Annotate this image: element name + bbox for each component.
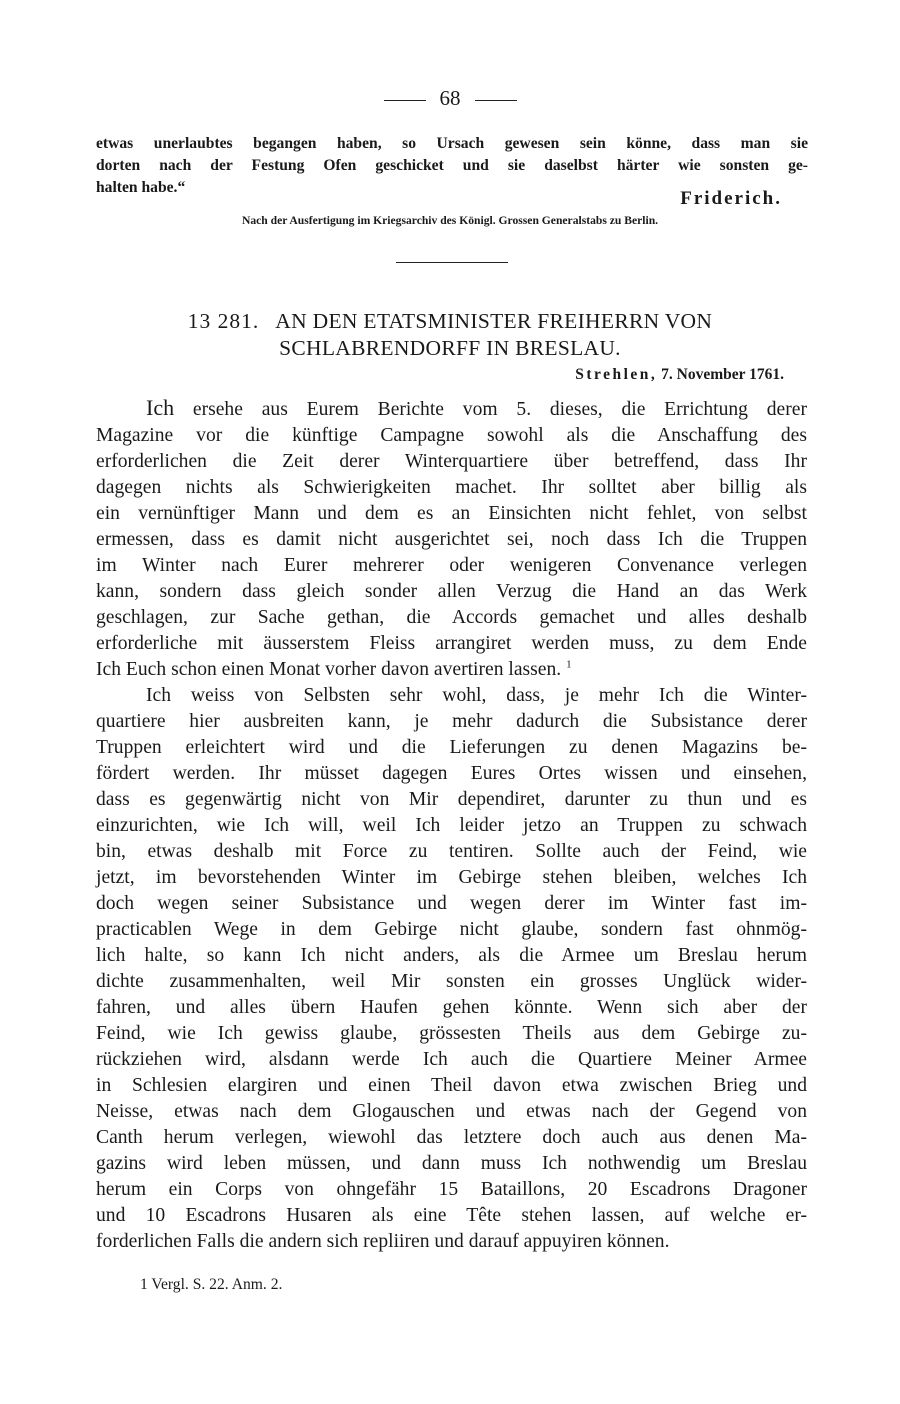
paragraph-1-first-line (96, 395, 807, 423)
text-line: bin, etwas deshalb mit Force zu tentiren. Sollte auch der Feind, wie (96, 841, 807, 862)
text-line: forderlichen Falls die andern sich repliiren und darauf appuyiren können. (96, 1231, 670, 1252)
text-line: fahren, und alles übern Haufen gehen könnte. Wenn sich aber der (96, 997, 807, 1018)
text-line: Magazine vor die künftige Campagne sowohl als die Anschaffung des (96, 425, 807, 446)
signature: Friderich. (680, 188, 782, 209)
text-line: geschlagen, zur Sache gethan, die Accords gemachet und alles deshalb (96, 607, 807, 628)
first-word: Ich (146, 395, 175, 420)
text-line: in Schlesien elargiren und einen Theil davon etwa zwischen Brieg und (96, 1075, 807, 1096)
page-header (0, 86, 900, 111)
text-line: ein vernünftiger Mann und dem es an Einsichten nicht fehlet, von selbst (96, 503, 807, 524)
text-line: doch wegen seiner Subsistance und wegen derer im Winter fast im- (96, 893, 807, 914)
text-line: dass es gegenwärtig nicht von Mir dependiret, darunter zu thun und es (96, 789, 807, 810)
paragraph-1 (96, 423, 807, 657)
dateline (575, 366, 784, 384)
page-number: 68 (439, 86, 461, 110)
text-line: erforderliche mit äusserstem Fleiss arrangiret werden muss, zu dem Ende (96, 633, 807, 654)
text-line: herum ein Corps von ohngefähr 15 Bataillons, 20 Escadrons Dragoner (96, 1179, 807, 1200)
paragraph-2 (96, 683, 807, 1255)
text-line: practicablen Wege in dem Gebirge nicht glaube, sondern fast ohnmög- (96, 919, 807, 940)
document-number: 13 281. (187, 309, 260, 333)
text-line: quartiere hier ausbreiten kann, je mehr dadurch die Subsistance derer (96, 711, 807, 732)
text-line: Canth herum verlegen, wiewohl das letztere doch auch aus denen Ma- (96, 1127, 807, 1148)
footnote-reference: 1 (566, 658, 572, 671)
document-title (0, 308, 900, 362)
letter-body (96, 395, 807, 1255)
first-line-rest: ersehe aus Eurem Berichte vom 5. dieses, die Errichtung derer (192, 399, 807, 420)
text-line: etwas unerlaubtes begangen haben, so Ursach gewesen sein könne, dass man sie (96, 135, 808, 152)
source-note: Nach der Ausfertigung im Kriegsarchiv des Königl. Grossen Generalstabs zu Berlin. (241, 214, 659, 227)
dateline-date: 7. November 1761. (661, 366, 784, 383)
title-line-1: AN DEN ETATSMINISTER FREIHERRN VON (275, 309, 713, 333)
text-line: gazins wird leben müssen, und dann muss Ich nothwendig um Breslau (96, 1153, 807, 1174)
footnote: 1 Vergl. S. 22. Anm. 2. (140, 1276, 283, 1293)
text-line: erforderlichen die Zeit derer Winterquartiere über betreffend, dass Ihr (96, 451, 807, 472)
text-line: rückziehen wird, alsdann werde Ich auch die Quartiere Meiner Armee (96, 1049, 807, 1070)
text-line: Feind, wie Ich gewiss glaube, grössesten Theils aus dem Gebirge zu- (96, 1023, 807, 1044)
text-line: halten habe.“ (96, 179, 186, 196)
title-line-2: SCHLABRENDORFF IN BRESLAU. (279, 336, 621, 360)
text-line: einzurichten, wie Ich will, weil Ich leider jetzo an Truppen zu schwach (96, 815, 807, 836)
text-line: im Winter nach Eurer mehrerer oder wenigeren Convenance verlegen (96, 555, 807, 576)
text-line: Ich weiss von Selbsten sehr wohl, dass, je mehr Ich die Winter- (146, 685, 807, 706)
text-line: dagegen nichts als Schwierigkeiten machet. Ihr solltet aber billig als (96, 477, 807, 498)
text-line: Truppen erleichtert wird und die Lieferungen zu denen Magazins be- (96, 737, 807, 758)
text-line: kann, sondern dass gleich sonder allen Verzug die Hand an das Werk (96, 581, 807, 602)
text-line: lich halte, so kann Ich nicht anders, als die Armee um Breslau herum (96, 945, 807, 966)
text-line: und 10 Escadrons Husaren als eine Tête stehen lassen, auf welche er- (96, 1205, 807, 1226)
text-line: Neisse, etwas nach dem Glogauschen und etwas nach der Gegend von (96, 1101, 807, 1122)
last-line-text: Ich Euch schon einen Monat vorher davon avertiren lassen. (96, 659, 562, 680)
text-line: dorten nach der Festung Ofen geschicket und sie daselbst härter wie sonsten ge- (96, 157, 808, 174)
dateline-place: Strehlen, (575, 366, 658, 383)
text-line: ermessen, dass es damit nicht ausgerichtet sei, noch dass Ich die Truppen (96, 529, 807, 550)
header-dash-right (475, 100, 517, 101)
header-dash-left (384, 100, 426, 101)
text-line: fördert werden. Ihr müsset dagegen Eures Ortes wissen und einsehen, (96, 763, 807, 784)
text-line: dichte zusammenhalten, weil Mir sonsten ein grosses Unglück wider- (96, 971, 807, 992)
section-divider (396, 262, 508, 263)
paragraph-1-last-line (96, 657, 807, 683)
text-line: jetzt, im bevorstehenden Winter im Gebirge stehen bleiben, welches Ich (96, 867, 807, 888)
